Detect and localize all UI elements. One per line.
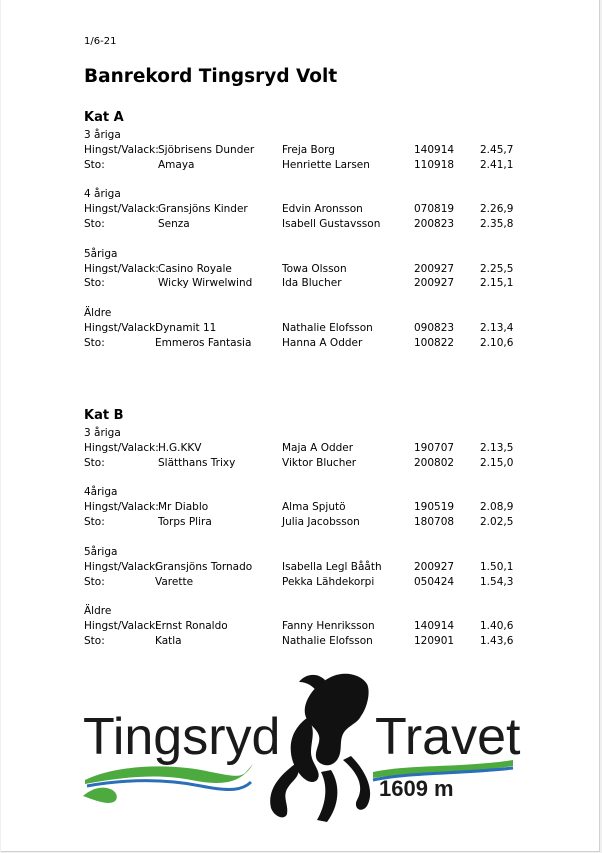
record-driver: Pekka Lähdekorpi: [282, 576, 375, 588]
record-type: Hingst/Valack:: [84, 203, 159, 215]
record-date: 180708: [414, 516, 455, 528]
record-time: 2.02,5: [480, 516, 514, 528]
record-type: Sto:: [84, 576, 105, 588]
record-time: 2.13,4: [480, 322, 514, 334]
record-type: Sto:: [84, 337, 105, 349]
record-time: 2.35,8: [480, 218, 514, 230]
record-driver: Julia Jacobsson: [282, 516, 360, 528]
record-driver: Isabell Gustavsson: [282, 218, 381, 230]
record-driver: Henriette Larsen: [282, 159, 370, 171]
record-time: 2.26,9: [480, 203, 514, 215]
age-group-label: Äldre: [84, 307, 112, 319]
age-group-label: Äldre: [84, 605, 112, 617]
record-horse: Gransjöns Tornado: [155, 561, 253, 573]
green-swoosh-tail: [83, 788, 117, 803]
record-date: 110918: [414, 159, 455, 171]
record-date: 050424: [414, 576, 455, 588]
tingsryd-travet-logo: [81, 668, 521, 828]
record-driver: Edvin Aronsson: [282, 203, 363, 215]
record-driver: Maja A Odder: [282, 442, 354, 454]
record-horse: Senza: [158, 218, 190, 230]
age-group-label: 4åriga: [84, 486, 118, 498]
record-date: 200927: [414, 561, 455, 573]
record-date: 090823: [414, 322, 455, 334]
record-horse: Katla: [155, 635, 182, 647]
record-type: Hingst/Valack:: [84, 442, 159, 454]
record-driver: Isabella Legl Bååth: [282, 561, 382, 573]
record-type: Sto:: [84, 218, 105, 230]
record-date: 070819: [414, 203, 455, 215]
record-horse: Sjöbrisens Dunder: [158, 144, 255, 156]
record-time: 2.41,1: [480, 159, 514, 171]
record-time: 1.43,6: [480, 635, 514, 647]
category-title: Kat B: [84, 408, 124, 423]
record-horse: Wicky Wirwelwind: [158, 277, 253, 289]
record-date: 140914: [414, 144, 455, 156]
record-type: Hingst/Valack:: [84, 620, 159, 632]
record-horse: Torps Plira: [158, 516, 212, 528]
record-driver: Alma Spjutö: [282, 501, 346, 513]
record-horse: Amaya: [158, 159, 195, 171]
record-driver: Freja Borg: [282, 144, 335, 156]
logo-distance: 1609 m: [379, 776, 454, 801]
age-group-label: 5åriga: [84, 546, 118, 558]
record-horse: Gransjöns Kinder: [158, 203, 248, 215]
record-type: Hingst/Valack:: [84, 263, 159, 275]
record-date: 140914: [414, 620, 455, 632]
record-type: Sto:: [84, 277, 105, 289]
record-time: 2.15,1: [480, 277, 514, 289]
record-time: 1.50,1: [480, 561, 514, 573]
record-horse: Emmeros Fantasia: [155, 337, 252, 349]
record-driver: Nathalie Elofsson: [282, 635, 373, 647]
record-driver: Hanna A Odder: [282, 337, 363, 349]
record-type: Sto:: [84, 457, 105, 469]
record-horse: H.G.KKV: [158, 442, 202, 454]
record-date: 200927: [414, 277, 455, 289]
record-time: 2.10,6: [480, 337, 514, 349]
record-time: 1.54,3: [480, 576, 514, 588]
record-type: Sto:: [84, 516, 105, 528]
record-driver: Nathalie Elofsson: [282, 322, 373, 334]
age-group-label: 5åriga: [84, 248, 118, 260]
record-driver: Ida Blucher: [282, 277, 342, 289]
record-horse: Slätthans Trixy: [158, 457, 236, 469]
page-title: Banrekord Tingsryd Volt: [84, 66, 338, 87]
record-type: Hingst/Valack:: [84, 501, 159, 513]
record-driver: Fanny Henriksson: [282, 620, 375, 632]
record-time: 2.45,7: [480, 144, 514, 156]
age-group-label: 3 åriga: [84, 427, 121, 439]
record-type: Hingst/Valack:: [84, 322, 159, 334]
record-time: 2.13,5: [480, 442, 514, 454]
record-date: 120901: [414, 635, 455, 647]
record-date: 200823: [414, 218, 455, 230]
record-date: 200802: [414, 457, 455, 469]
record-date: 100822: [414, 337, 455, 349]
record-horse: Ernst Ronaldo: [155, 620, 228, 632]
record-horse: Varette: [155, 576, 194, 588]
record-driver: Towa Olsson: [282, 263, 347, 275]
category-title: Kat A: [84, 110, 124, 125]
record-type: Hingst/Valack:: [84, 561, 159, 573]
record-time: 2.25,5: [480, 263, 514, 275]
record-time: 2.15,0: [480, 457, 514, 469]
record-type: Sto:: [84, 635, 105, 647]
record-date: 200927: [414, 263, 455, 275]
age-group-label: 3 åriga: [84, 129, 121, 141]
horse-icon: [270, 674, 370, 822]
record-horse: Mr Diablo: [158, 501, 209, 513]
record-type: Hingst/Valack:: [84, 144, 159, 156]
document-page: [1, 0, 600, 852]
record-horse: Dynamit 11: [155, 322, 217, 334]
record-time: 2.08,9: [480, 501, 514, 513]
record-horse: Casino Royale: [158, 263, 232, 275]
record-date: 190519: [414, 501, 455, 513]
record-date: 190707: [414, 442, 455, 454]
logo-wordmark-travet: Travet: [375, 708, 521, 766]
record-time: 1.40,6: [480, 620, 514, 632]
age-group-label: 4 åriga: [84, 188, 121, 200]
record-type: Sto:: [84, 159, 105, 171]
document-date: 1/6-21: [84, 36, 117, 47]
logo-wordmark-tingsryd: Tingsryd: [83, 708, 281, 766]
record-driver: Viktor Blucher: [282, 457, 357, 469]
